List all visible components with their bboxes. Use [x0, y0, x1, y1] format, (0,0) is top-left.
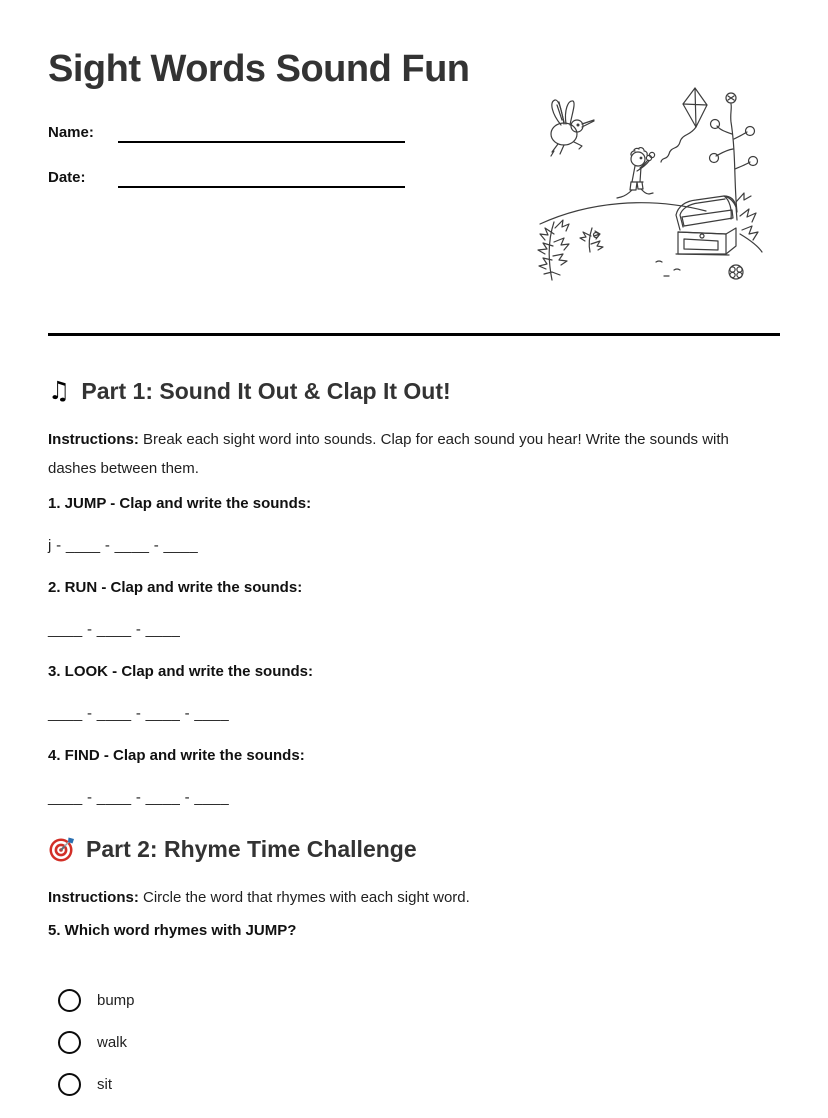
part2-instructions	[48, 883, 780, 912]
child-drawing	[617, 148, 655, 198]
radio-button-bump[interactable]	[58, 989, 81, 1012]
section-divider	[48, 333, 780, 336]
instructions-label: Instructions:	[48, 889, 139, 906]
option-row-walk[interactable]	[58, 1031, 780, 1054]
date-input-line[interactable]	[118, 164, 405, 188]
page-title: Sight Words Sound Fun	[48, 48, 470, 90]
bush-drawing	[538, 220, 603, 280]
ground-drawing	[540, 203, 762, 279]
question-4-answer-line: ____ - ____ - ____ - ____	[48, 789, 229, 806]
name-label: Name:	[48, 124, 94, 141]
question-1-prompt: 1. JUMP - Clap and write the sounds:	[48, 495, 312, 512]
instructions-label: Instructions:	[48, 431, 139, 448]
option-label-sit: sit	[97, 1076, 112, 1093]
radio-button-walk[interactable]	[58, 1031, 81, 1054]
kite-drawing	[661, 88, 707, 162]
part1-heading	[48, 376, 780, 406]
option-row-bump[interactable]	[58, 989, 780, 1012]
option-label-walk: walk	[97, 1034, 128, 1051]
treasure-chest-drawing	[676, 196, 737, 255]
question-5-prompt: 5. Which word rhymes with JUMP?	[48, 922, 297, 939]
question-5-options	[48, 989, 780, 1096]
music-notes-icon: ♫	[48, 376, 71, 405]
part1-instructions	[48, 425, 780, 483]
option-row-sit[interactable]	[58, 1073, 780, 1096]
question-3-prompt: 3. LOOK - Clap and write the sounds:	[48, 663, 314, 680]
treasure-hunt-illustration	[528, 84, 814, 292]
instructions-text: Break each sight word into sounds. Clap for each sound you hear! Write the sounds with dashes between them.	[48, 431, 729, 477]
bird-drawing	[551, 100, 594, 156]
part2-heading	[48, 834, 780, 864]
flower-stalk-drawing	[710, 93, 759, 240]
question-3-answer-line: ____ - ____ - ____ - ____	[48, 705, 229, 722]
question-4-prompt: 4. FIND - Clap and write the sounds:	[48, 747, 305, 764]
radio-button-sit[interactable]	[58, 1073, 81, 1096]
question-1-answer-line: j - ____ - ____ - ____	[48, 537, 199, 554]
date-label: Date:	[48, 169, 86, 186]
part2-heading-text: Part 2: Rhyme Time Challenge	[86, 836, 417, 862]
instructions-text: Circle the word that rhymes with each sight word.	[138, 889, 470, 906]
dart-target-icon	[48, 836, 75, 863]
name-input-line[interactable]	[118, 119, 405, 143]
question-2-prompt: 2. RUN - Clap and write the sounds:	[48, 579, 303, 596]
question-2-answer-line: ____ - ____ - ____	[48, 621, 181, 638]
option-label-bump: bump	[97, 992, 135, 1009]
part1-heading-text: Part 1: Sound It Out & Clap It Out!	[81, 378, 451, 404]
